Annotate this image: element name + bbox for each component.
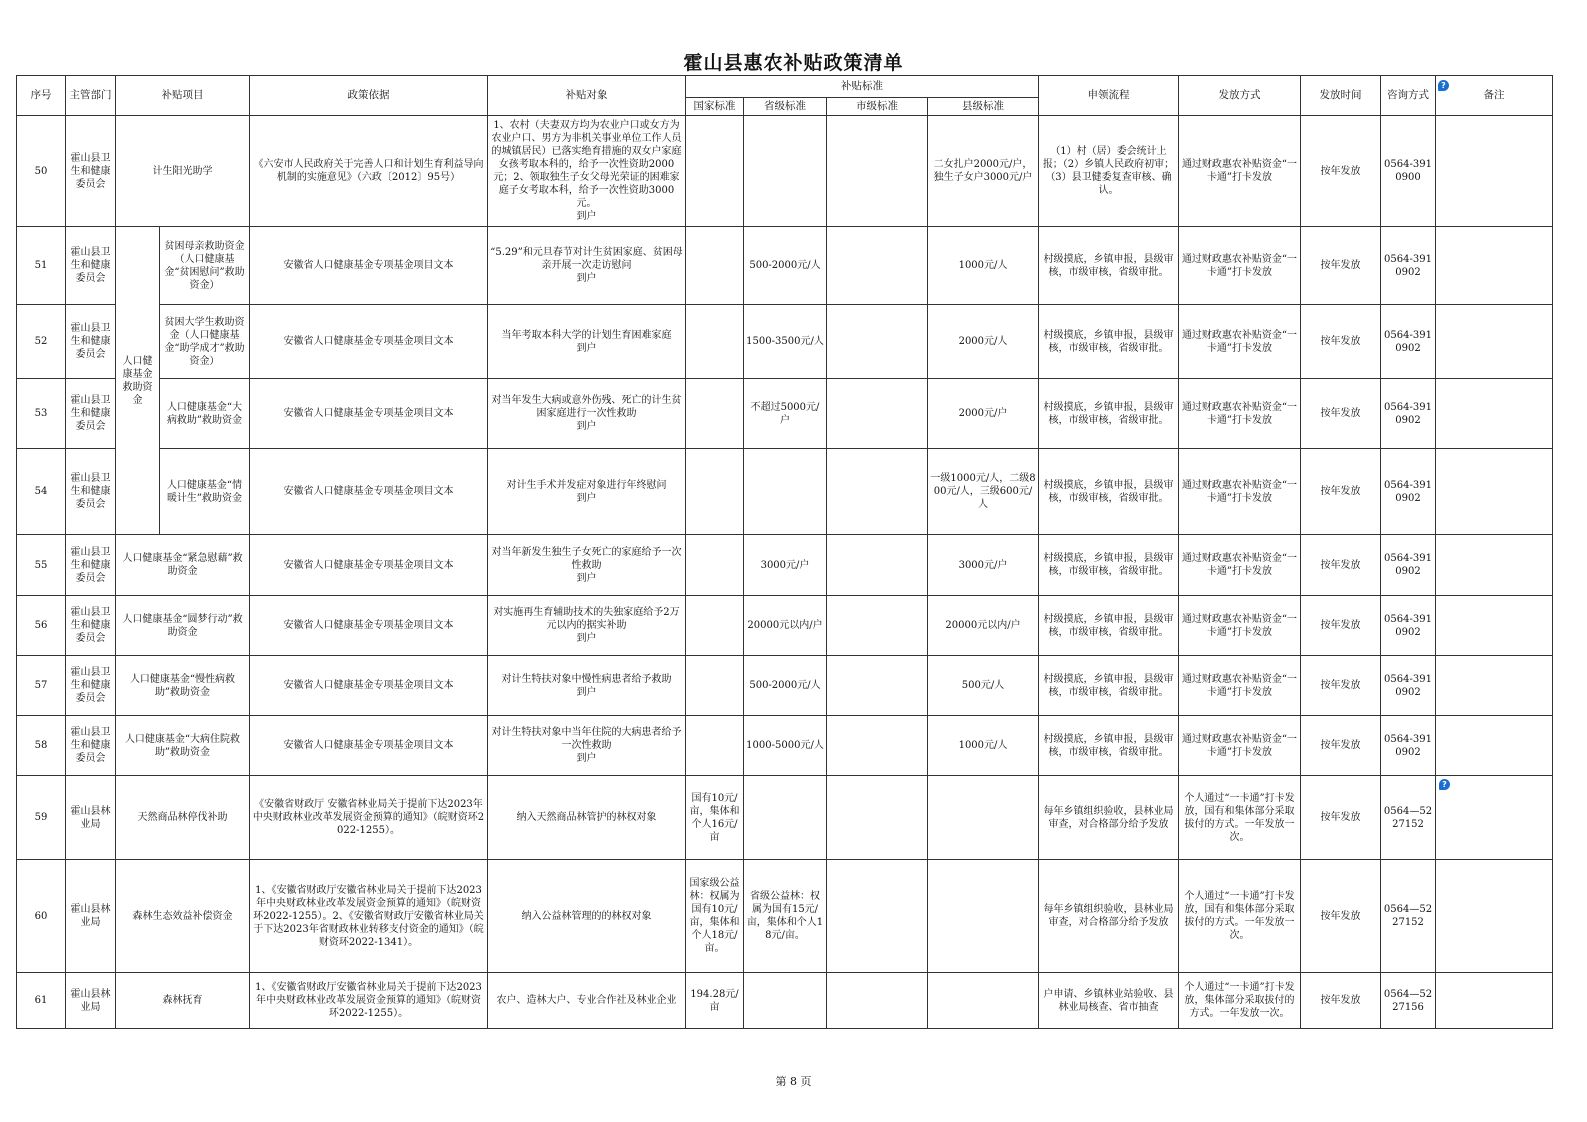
- cell-national: [686, 116, 744, 227]
- cell-provincial: [744, 776, 827, 860]
- cell-basis: 安徽省人口健康基金专项基金项目文本: [250, 596, 488, 656]
- cell-process: 村级摸底，乡镇申报，县级审核，市级审核，省级审批。: [1039, 379, 1179, 449]
- cell-method: 通过财政惠农补贴资金“一卡通”打卡发放: [1179, 449, 1301, 535]
- cell-contact: 0564-3910902: [1381, 535, 1436, 596]
- cell-item: 人口健康基金“大病住院救助”救助资金: [116, 716, 250, 776]
- header-provincial: 省级标准: [744, 98, 827, 116]
- header-remark: ? 备注: [1436, 76, 1553, 116]
- cell-process: 村级摸底，乡镇申报，县级审核，市级审核，省级审批。: [1039, 227, 1179, 305]
- cell-method: 个人通过“一卡通”打卡发放，国有和集体部分采取拔付的方式。一年发放一次。: [1179, 860, 1301, 973]
- cell-time: 按年发放: [1301, 973, 1381, 1029]
- cell-item: 森林抚育: [116, 973, 250, 1029]
- page-number: 第 8 页: [775, 1075, 812, 1088]
- cell-basis: 1、《安徽省财政厅安徽省林业局关于提前下达2023年中央财政林业改革发展资金预算的通知》（皖财资环2022-1255）。: [250, 973, 488, 1029]
- table-row: [17, 116, 1553, 227]
- cell-contact: 0564—5227152: [1381, 860, 1436, 973]
- cell-no: 60: [17, 860, 66, 973]
- cell-basis: 安徽省人口健康基金专项基金项目文本: [250, 227, 488, 305]
- cell-time: 按年发放: [1301, 656, 1381, 716]
- cell-target: 对当年发生大病或意外伤残、死亡的计生贫困家庭进行一次性救助 到户: [488, 379, 686, 449]
- cell-process: 村级摸底，乡镇申报，县级审核，市级审核，省级审批。: [1039, 305, 1179, 379]
- cell-no: 51: [17, 227, 66, 305]
- cell-remark: [1436, 379, 1553, 449]
- cell-basis: 安徽省人口健康基金专项基金项目文本: [250, 305, 488, 379]
- cell-basis: 《六安市人民政府关于完善人口和计划生育利益导向机制的实施意见》（六政〔2012〕95号）: [250, 116, 488, 227]
- cell-time: 按年发放: [1301, 379, 1381, 449]
- cell-time: 按年发放: [1301, 116, 1381, 227]
- cell-city: [827, 116, 928, 227]
- cell-target: 纳入公益林管理的的林权对象: [488, 860, 686, 973]
- table-row: [17, 305, 1553, 379]
- table-row: [17, 379, 1553, 449]
- cell-county: 20000元以内/户: [928, 596, 1039, 656]
- cell-remark: [1436, 973, 1553, 1029]
- cell-national: [686, 535, 744, 596]
- table-row: [17, 227, 1553, 305]
- cell-basis: 安徽省人口健康基金专项基金项目文本: [250, 716, 488, 776]
- cell-provincial: [744, 116, 827, 227]
- cell-contact: 0564—5227152: [1381, 776, 1436, 860]
- cell-county: [928, 776, 1039, 860]
- cell-time: 按年发放: [1301, 535, 1381, 596]
- cell-time: 按年发放: [1301, 227, 1381, 305]
- cell-national: 国家级公益林：权属为国有10元/亩，集体和个人18元/亩。: [686, 860, 744, 973]
- header-national: 国家标准: [686, 98, 744, 116]
- cell-process: 每年乡镇组织验收，县林业局审查，对合格部分给予发放: [1039, 776, 1179, 860]
- cell-time: 按年发放: [1301, 305, 1381, 379]
- cell-city: [827, 716, 928, 776]
- cell-process: 村级摸底，乡镇申报，县级审核，市级审核，省级审批。: [1039, 449, 1179, 535]
- cell-target: 农户、造林大户、专业合作社及林业企业: [488, 973, 686, 1029]
- cell-city: [827, 776, 928, 860]
- cell-method: 个人通过“一卡通”打卡发放，集体部分采取拔付的方式。一年发放一次。: [1179, 973, 1301, 1029]
- cell-contact: 0564-3910902: [1381, 596, 1436, 656]
- cell-process: （1）村（居）委会统计上报；（2）乡镇人民政府初审；（3）县卫健委复查审核、确认。: [1039, 116, 1179, 227]
- cell-county: 3000元/户: [928, 535, 1039, 596]
- header-standard: 补贴标准: [686, 76, 1039, 98]
- header-city: 市级标准: [827, 98, 928, 116]
- cell-target: 对实施再生育辅助技术的失独家庭给予2万元以内的据实补助 到户: [488, 596, 686, 656]
- cell-no: 55: [17, 535, 66, 596]
- cell-national: [686, 305, 744, 379]
- cell-no: 57: [17, 656, 66, 716]
- cell-process: 村级摸底，乡镇申报，县级审核，市级审核，省级审批。: [1039, 596, 1179, 656]
- cell-no: 50: [17, 116, 66, 227]
- cell-city: [827, 305, 928, 379]
- cell-basis: 《安徽省财政厅 安徽省林业局关于提前下达2023年中央财政林业改革发展资金预算的通知》（皖财资环2022-1255）。: [250, 776, 488, 860]
- cell-contact: 0564-3910902: [1381, 227, 1436, 305]
- cell-remark: [1436, 116, 1553, 227]
- cell-method: 通过财政惠农补贴资金“一卡通”打卡发放: [1179, 535, 1301, 596]
- cell-provincial: 3000元/户: [744, 535, 827, 596]
- cell-national: [686, 227, 744, 305]
- cell-time: 按年发放: [1301, 860, 1381, 973]
- cell-item: 森林生态效益补偿资金: [116, 860, 250, 973]
- cell-dept: 霍山县卫生和健康委员会: [66, 116, 116, 227]
- cell-city: [827, 379, 928, 449]
- cell-method: 通过财政惠农补贴资金“一卡通”打卡发放: [1179, 379, 1301, 449]
- table-row: [17, 656, 1553, 716]
- cell-item: 贫困母亲救助资金（人口健康基金“贫困慰问”救助资金）: [160, 227, 250, 305]
- cell-item: 人口健康基金“大病救助”救助资金: [160, 379, 250, 449]
- table-row: [17, 449, 1553, 535]
- merged-item-cell: 人口健康基金救助资金: [116, 227, 160, 535]
- cell-county: 2000元/人: [928, 305, 1039, 379]
- cell-dept: 霍山县卫生和健康委员会: [66, 449, 116, 535]
- cell-basis: 1、《安徽省财政厅安徽省林业局关于提前下达2023年中央财政林业改革发展资金预算的通知》（皖财资环2022-1255）。2、《安徽省财政厅安徽省林业局关于下达2023年省财政林业转移支付资金的通知》（皖财资环2022-1341）。: [250, 860, 488, 973]
- cell-city: [827, 656, 928, 716]
- cell-provincial: 500-2000元/人: [744, 227, 827, 305]
- cell-contact: 0564-3910902: [1381, 449, 1436, 535]
- cell-remark: [1436, 227, 1553, 305]
- cell-process: 每年乡镇组织验收，县林业局审查，对合格部分给予发放: [1039, 860, 1179, 973]
- cell-basis: 安徽省人口健康基金专项基金项目文本: [250, 449, 488, 535]
- table-row: [17, 860, 1553, 973]
- header-process: 申领流程: [1039, 76, 1179, 116]
- cell-dept: 霍山县林业局: [66, 860, 116, 973]
- cell-city: [827, 596, 928, 656]
- cell-process: 户申请、乡镇林业站验收、县林业局核查、省市抽查: [1039, 973, 1179, 1029]
- cell-time: 按年发放: [1301, 449, 1381, 535]
- header-county: 县级标准: [928, 98, 1039, 116]
- table-row: [17, 716, 1553, 776]
- help-icon[interactable]: ?: [1438, 80, 1449, 91]
- cell-item: 人口健康基金“情暖计生”救助资金: [160, 449, 250, 535]
- cell-provincial: [744, 449, 827, 535]
- cell-county: 二女扎户2000元/户，独生子女户3000元/户: [928, 116, 1039, 227]
- cell-no: 54: [17, 449, 66, 535]
- cell-item: 人口健康基金“紧急慰藉”救助资金: [116, 535, 250, 596]
- table-row: [17, 535, 1553, 596]
- cell-no: 52: [17, 305, 66, 379]
- cell-no: 59: [17, 776, 66, 860]
- cell-national: [686, 449, 744, 535]
- cell-target: 对当年新发生独生子女死亡的家庭给予一次性救助 到户: [488, 535, 686, 596]
- cell-remark: [1436, 305, 1553, 379]
- header-item: 补贴项目: [116, 76, 250, 116]
- cell-provincial: 1500-3500元/人: [744, 305, 827, 379]
- table-row: [17, 596, 1553, 656]
- cell-provincial: 20000元以内/户: [744, 596, 827, 656]
- cell-dept: 霍山县卫生和健康委员会: [66, 227, 116, 305]
- cell-contact: 0564-3910900: [1381, 116, 1436, 227]
- cell-basis: 安徽省人口健康基金专项基金项目文本: [250, 535, 488, 596]
- cell-county: [928, 860, 1039, 973]
- cell-provincial: 不超过5000元/户: [744, 379, 827, 449]
- cell-no: 53: [17, 379, 66, 449]
- cell-time: 按年发放: [1301, 716, 1381, 776]
- cell-national: [686, 656, 744, 716]
- cell-method: 通过财政惠农补贴资金“一卡通”打卡发放: [1179, 227, 1301, 305]
- cell-county: 一级1000元/人，二级800元/人，三级600元/人: [928, 449, 1039, 535]
- cell-remark: [1436, 716, 1553, 776]
- cell-method: 通过财政惠农补贴资金“一卡通”打卡发放: [1179, 656, 1301, 716]
- cell-remark: [1436, 776, 1553, 860]
- cell-basis: 安徽省人口健康基金专项基金项目文本: [250, 379, 488, 449]
- cell-dept: 霍山县卫生和健康委员会: [66, 535, 116, 596]
- header-dept: 主管部门: [66, 76, 116, 116]
- cell-contact: 0564-3910902: [1381, 379, 1436, 449]
- cell-contact: 0564—5227156: [1381, 973, 1436, 1029]
- cell-remark: [1436, 656, 1553, 716]
- cell-city: [827, 860, 928, 973]
- table-row: [17, 973, 1553, 1029]
- cell-city: [827, 973, 928, 1029]
- cell-target: “5.29”和元旦春节对计生贫困家庭、贫困母亲开展一次走访慰问 到户: [488, 227, 686, 305]
- cell-contact: 0564-3910902: [1381, 716, 1436, 776]
- cell-provincial: [744, 973, 827, 1029]
- cell-item: 贫困大学生救助资金（人口健康基金“助学成才”救助资金）: [160, 305, 250, 379]
- cell-remark: [1436, 596, 1553, 656]
- cell-provincial: 500-2000元/人: [744, 656, 827, 716]
- cell-target: 1、农村（夫妻双方均为农业户口或女方为农业户口、男方为非机关事业单位工作人员的城镇居民）已落实绝育措施的双女户家庭女孩考取本科的，给予一次性资助2000元；2、领取独生子女父母光荣证的困难家庭子女考取本科，给予一次性资助3000元。 到户: [488, 116, 686, 227]
- header-contact: 咨询方式: [1381, 76, 1436, 116]
- cell-item: 人口健康基金“慢性病救助”救助资金: [116, 656, 250, 716]
- cell-contact: 0564-3910902: [1381, 656, 1436, 716]
- table-row: [17, 776, 1553, 860]
- cell-national: [686, 596, 744, 656]
- header-target: 补贴对象: [488, 76, 686, 116]
- cell-county: 2000元/户: [928, 379, 1039, 449]
- cell-national: [686, 379, 744, 449]
- cell-city: [827, 535, 928, 596]
- cell-remark: [1436, 449, 1553, 535]
- cell-no: 58: [17, 716, 66, 776]
- cell-provincial: 1000-5000元/人: [744, 716, 827, 776]
- header-method: 发放方式: [1179, 76, 1301, 116]
- header-no: 序号: [17, 76, 66, 116]
- header-basis: 政策依据: [250, 76, 488, 116]
- cell-no: 61: [17, 973, 66, 1029]
- cell-process: 村级摸底，乡镇申报，县级审核，市级审核，省级审批。: [1039, 716, 1179, 776]
- page-title: 霍山县惠农补贴政策清单: [683, 52, 904, 74]
- cell-target: 当年考取本科大学的计划生育困难家庭 到户: [488, 305, 686, 379]
- cell-method: 通过财政惠农补贴资金“一卡通”打卡发放: [1179, 116, 1301, 227]
- cell-provincial: 省级公益林：权属为国有15元/亩，集体和个人18元/亩。: [744, 860, 827, 973]
- cell-national: 国有10元/亩，集体和个人16元/亩: [686, 776, 744, 860]
- cell-target: 对计生特扶对象中当年住院的大病患者给予一次性救助 到户: [488, 716, 686, 776]
- cell-target: 对计生特扶对象中慢性病患者给予救助 到户: [488, 656, 686, 716]
- cell-county: [928, 973, 1039, 1029]
- cell-target: 纳入天然商品林管护的林权对象: [488, 776, 686, 860]
- cell-dept: 霍山县卫生和健康委员会: [66, 305, 116, 379]
- cell-method: 通过财政惠农补贴资金“一卡通”打卡发放: [1179, 305, 1301, 379]
- cell-county: 1000元/人: [928, 227, 1039, 305]
- cell-dept: 霍山县卫生和健康委员会: [66, 656, 116, 716]
- cell-city: [827, 227, 928, 305]
- cell-item: 计生阳光助学: [116, 116, 250, 227]
- cell-item: 天然商品林停伐补助: [116, 776, 250, 860]
- cell-contact: 0564-3910902: [1381, 305, 1436, 379]
- cell-target: 对计生手术并发症对象进行年终慰问 到户: [488, 449, 686, 535]
- subsidy-table: [16, 75, 1553, 1029]
- header-time: 发放时间: [1301, 76, 1381, 116]
- cell-basis: 安徽省人口健康基金专项基金项目文本: [250, 656, 488, 716]
- cell-city: [827, 449, 928, 535]
- cell-national: 194.28元/亩: [686, 973, 744, 1029]
- cell-county: 500元/人: [928, 656, 1039, 716]
- cell-remark: [1436, 535, 1553, 596]
- cell-dept: 霍山县卫生和健康委员会: [66, 379, 116, 449]
- cell-time: 按年发放: [1301, 596, 1381, 656]
- cell-process: 村级摸底，乡镇申报，县级审核，市级审核，省级审批。: [1039, 535, 1179, 596]
- cell-item: 人口健康基金“圆梦行动”救助资金: [116, 596, 250, 656]
- cell-dept: 霍山县卫生和健康委员会: [66, 716, 116, 776]
- cell-method: 个人通过“一卡通”打卡发放，国有和集体部分采取拔付的方式。一年发放一次。: [1179, 776, 1301, 860]
- cell-time: 按年发放: [1301, 776, 1381, 860]
- cell-remark: [1436, 860, 1553, 973]
- help-icon[interactable]: ?: [1439, 779, 1450, 790]
- cell-county: 1000元/人: [928, 716, 1039, 776]
- cell-no: 56: [17, 596, 66, 656]
- cell-method: 通过财政惠农补贴资金“一卡通”打卡发放: [1179, 716, 1301, 776]
- cell-dept: 霍山县林业局: [66, 776, 116, 860]
- cell-national: [686, 716, 744, 776]
- cell-method: 通过财政惠农补贴资金“一卡通”打卡发放: [1179, 596, 1301, 656]
- cell-dept: 霍山县卫生和健康委员会: [66, 596, 116, 656]
- cell-dept: 霍山县林业局: [66, 973, 116, 1029]
- cell-process: 村级摸底，乡镇申报，县级审核，市级审核，省级审批。: [1039, 656, 1179, 716]
